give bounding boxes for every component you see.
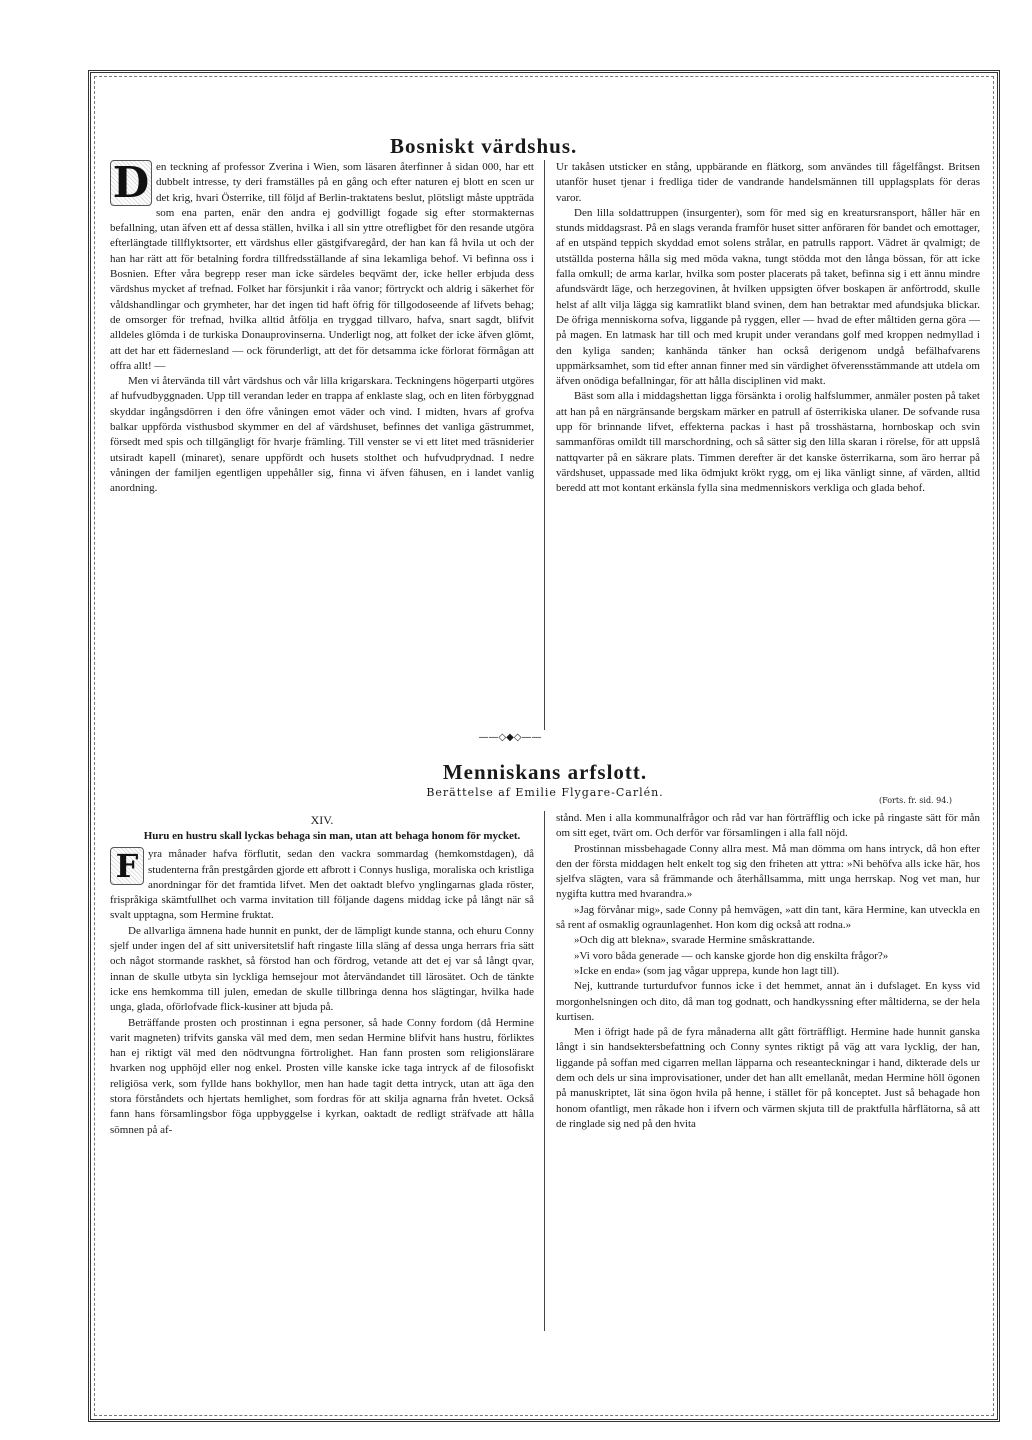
paragraph: Bäst som alla i middagshettan ligga försänkta i orolig halfslummer, anmäler posten på taket att han på en närgränsande bergskam märker en patrull af österrikiska ulaner. De sofvande rusa upp för brinnande lifvet, effekterna packas i hast på trosshästarna, hornboskap och svin sammanföras omildt till marschordning, och så sätter sig den lilla skaran i rörelse, för att uppslå nattqvarter på en säkrare plats. Timmen derefter är det kanske österrikarna, som äro herrar på värdshuset, uppassade med lika ödmjukt krökt rygg, om ej lika vänligt sinne, af värden, alltid beredd att mot kontant erkänsla fylla sina medmenniskors verkliga och glada behof.: [556, 390, 980, 495]
column-right: [556, 160, 980, 497]
article-byline: Berättelse af Emilie Flygare-Carlén.: [426, 786, 664, 799]
paragraph: Men vi återvända till vårt värdshus och vår lilla krigarskara. Teckningens högerparti utgöres af hufvudbyggnaden. Upp till verandan leder en trappa af enklaste slag, och en liten förbyggnad skyddar ingångsdörren i den öfre våningen emot väder och vind. I midten, hvars af grofva balkar uppförda visthusbod skymmer en del af värdshuset, befinnes det vanliga gästrummet, försedt med spis och tillgängligt för hvarje främling. Till venster se vi ett litet med träsniderier utsiradt kapell (minaret), senare uppfördt och husets stolthet och hufvudprydnad. I nedre våningen der familjen egentligen uppehåller sig, finna vi äfven fähusen, en i landet vanlig anordning.: [110, 375, 534, 495]
paragraph: Ur takåsen utsticker en stång, uppbärande en flätkorg, som användes till fågelfångst. Britsen utanför huset tjenar i fredliga tider de vandrande handelsmännen till upplagsplats för deras varor.: [556, 161, 980, 204]
article-menniskans-arfslott: [110, 758, 980, 1138]
column-divider: [544, 160, 545, 730]
column-left: [110, 160, 534, 497]
paragraph: Prostinnan missbehagade Conny allra mest. Må man dömma om hans intryck, då hon efter den der första middagen helt enkelt tog sig den friheten att yttra: »Ni behöfva alls icke här, hos sjelfva slägten, vara så främmande och återhållsamma, mitt unga herrskap. Nog vet man, hur nygifta kuttra med hvarandra.»: [556, 842, 980, 901]
article-title: Menniskans arfslott.: [442, 760, 648, 784]
article-bosniskt-vardshus: [110, 132, 980, 497]
paragraph: »Jag förvånar mig», sade Conny på hemvägen, »att din tant, kära Hermine, kan utveckla en så rent af osmaklig ograunlagenhet. Hon kom dig också att rodna.»: [556, 903, 980, 932]
continuation-note: (Forts. fr. sid. 94.): [879, 796, 952, 805]
column-right: [556, 811, 980, 1138]
paragraph: »Vi voro båda generade — och kanske gjorde hon dig enskilta frågor?»: [574, 949, 889, 962]
paragraph: De allvarliga ämnena hade hunnit en punkt, der de lämpligt kunde stanna, och ehuru Conny sjelf under ingen del af sitt universitetslif haft ringaste lilla släng af dessa unga herrars fria sätt och något stormande raskhet, så förstod han och fördrog, vetande att det ej var så långt qvar, innan de skulle utbyta sin lyckliga hemsejour mot återvändandet till lärosätet. Och de tänkte icke ens hemkomma till julen, emedan de skulle tillbringa denna hos slägtingar, hvilka hade unga, glada, oförlofvade flick-kusiner att bjuda på.: [110, 924, 534, 1014]
paragraph: Men i öfrigt hade på de fyra månaderna allt gått förträffligt. Hermine hade hunnit ganska långt i sin handsektersbefattning och Conny syntes riktigt på väg att vara lycklig, der han, liggande på soffan med cigarren mellan läpparna och reseanteckningar i hand, dikterade dels ur dem och dels ur sina improvisationer, under det han allt emellanåt, medan Hermine höll ögonen på manuskriptet, lät sina ögon hvila på henne, i stället för på konceptet. Just så behagade hon honom ofantligt, men råkade hon i ifvern och värmen skjuta till de praktfulla hårflätorna, så att de ringlade sig ned på den hvita: [556, 1026, 980, 1130]
paragraph: »Och dig att blekna», svarade Hermine småskrattande.: [574, 934, 815, 947]
paragraph: »Icke en enda» (som jag vågar upprepa, kunde hon lagt till).: [574, 964, 840, 977]
paragraph: Beträffande prosten och prostinnan i egna personer, så hade Conny fordom (då Hermine varit magneten) trifvits ganska väl med dem, men sedan Hermine blifvit hans hustru, förliktes han ej riktigt väl med den nödtvungna förtrolighet. Han fann prosten som religionslärare hvarken nog upphöjd eller nog enkel. Prosten ville kanske icke taga intryck af de filosofiskt religiösa verk, som fyllde hans bokhyllor, men han hade tagit detta intryck, utan att äga den stora förståndets och hjertats hemlighet, som fordras för att skilja agnarna från hvetet. Också fann hans församlingsbor föga uppbyggelse i kyrkan, oaktadt de redligt sträfvade att hålla sömnen på af-: [110, 1016, 534, 1136]
paragraph: yra månader hafva förflutit, sedan den vackra sommardag (hemkomstdagen), då studenterna från prestgården gjorde ett afbrott i Connys husliga, moraliska och kristliga anordningar för det framtida lifvet. Men det oaktadt blefvo ynglingarnas glada röster, frispråkiga skämtfullhet och varma invitation till följande dagens middag icke på långt när så svalt upptagna, som Hermine fruktat.: [110, 848, 534, 922]
chapter-heading: Huru en hustru skall lyckas behaga sin man, utan att behaga honom för mycket.: [143, 830, 521, 843]
article-title: Bosniskt värdshus.: [390, 134, 578, 158]
column-divider: [544, 811, 545, 1331]
paragraph: Nej, kuttrande turturdufvor funnos icke i det hemmet, annat än i dufslaget. En kyss vid morgonhelsningen och dito, då man tog godnatt, och handkyssning efter måltiderna, se der hela kurtisen.: [556, 980, 980, 1023]
paragraph: Den lilla soldattruppen (insurgenter), som för med sig en kreatursransport, håller här en stunds middagsrast. På en slags veranda framför huset sitter anföraren för bandet och emottager, af en utspänd teppich skyddad emot solens strålar, en patrulls rapport. Vädret är qvalmigt; de utställda posterna hålla sig med möda vakna, tungt stödda mot den långa bössan, för att icke falla omkull; de arma karlar, hvilka som poster placerats på taket, befinna sig i ett ännu mindre afundsvärdt läge, och herzegovinen, åt hvilken uppsigten öfver boskapen är anförtrodd, skulle helst af allt vilja lägga sig kamratlikt bland svinen, dem han betraktar med afundsjuka blickar. De öfriga menniskorna sofva, liggande på ryggen, eller — hvad de efter måltiden gerna göra — på magen. En latmask har till och med krupit under verandans golf med kroppen nedmyllad i den kyliga sanden; kanhända tänker han också derigenom undgå befälhafvarens uppmärksamhet, som tid efter annan finner med sin värdighet öfverensstämmande att utdela om äfven onödiga befallningar, för att hålla disciplinen vid makt.: [556, 206, 980, 388]
column-left: [110, 811, 534, 1138]
section-separator: ——◇◆◇——: [478, 732, 542, 743]
decorative-initial: F: [110, 847, 144, 885]
chapter-number: XIV.: [310, 813, 334, 827]
paragraph: en teckning af professor Zverina i Wien, som läsaren återfinner å sidan 000, har ett dubbelt intresse, ty deri framställes på en gång och efter naturen ej blott en scen ur det krig, hvari Österrike, till följd af Berlin-traktatens beslut, plötsligt måste uppträda som ena parten, enär den andra ej godvilligt fogade sig efter stormakternas befallning, utan äfven ett af dessa ställen, hvilka i all sin yttre otrefligbet för den resande utgöra efterlängtade tillflyktsorter, ett värdshus eller gästgifvaregård, der han kan få hvila ut och der han har rätt att för betalning fordra tillfredsställande af sina lekamliga behof. Vi befinna oss i Bosnien. Efter våra begrepp reser man icke särdeles beqvämt der, icke heller erbjuda dess värdshus mycket af trefnad. Folket har försjunkit i råa vanor; förtryckt och aldrig i säkerhet för våldshandlingar och grymheter, har det ingen tid haft öfrig för tillgodoseende af lifvets behag; de omsorger för trefnad, hvilka alltid åtfölja en tryggad tillvaro, hafva, snart sagdt, blifvit alldeles glömda i de turkiska Donauprovinserna. Underligt nog, att folket der icke äfven glömt, att det har ett fädernesland — ock förunderligt, att det för detsamma icke förlorat förmågan att offra allt! —: [110, 161, 534, 372]
paragraph: stånd. Men i alla kommunalfrågor och råd var han förträfflig och icke på ringaste sätt för mån om sitt eget, tvärt om. Och derför var församlingen i alla fall nöjd.: [556, 812, 980, 840]
article-columns: [110, 811, 980, 1138]
decorative-initial: D: [110, 160, 152, 206]
article-columns: [110, 160, 980, 497]
